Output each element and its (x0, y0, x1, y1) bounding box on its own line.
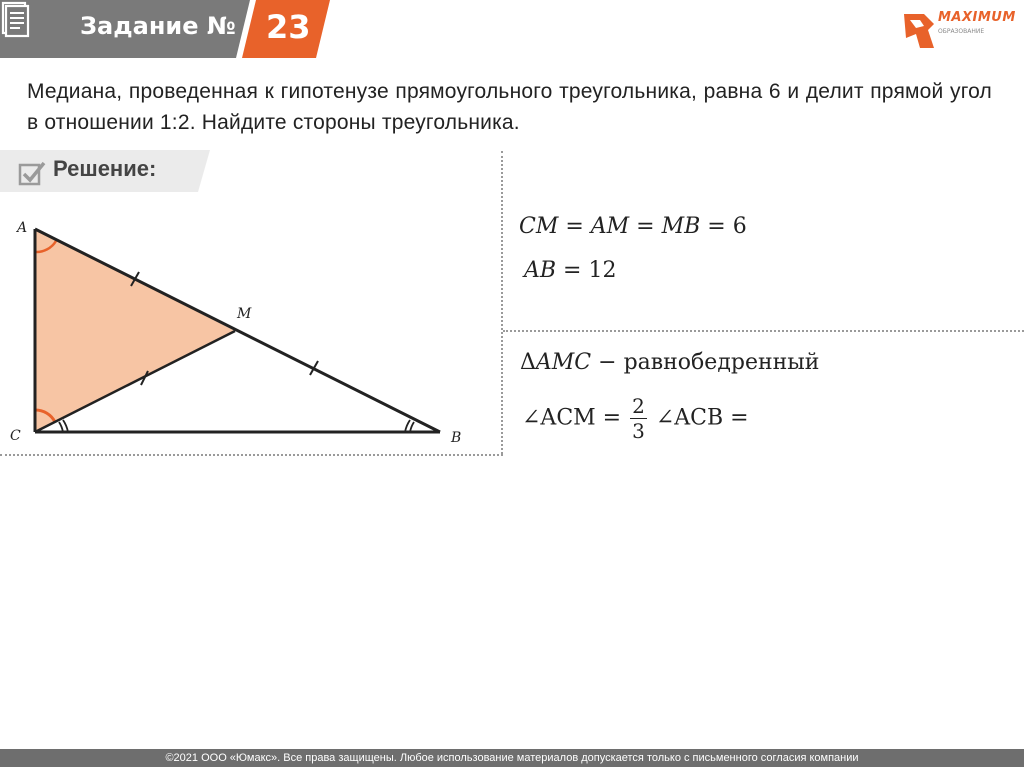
figure-bottom-divider (0, 454, 503, 456)
checkbox-icon (18, 160, 46, 186)
fraction-numerator: 2 (632, 394, 645, 418)
math-divider (503, 330, 1024, 332)
angle-acb-label: ∠ACB = (655, 405, 749, 431)
equation-angle-ratio (522, 394, 749, 443)
isosceles-word: равнобедренный (623, 350, 820, 375)
solution-label: Решение: (53, 156, 157, 181)
triangle-figure (0, 200, 500, 450)
problem-statement: Медиана, проведенная к гипотенузе прямоугольного треугольника, равна 6 и делит прямой угол в отношении 1:2. Найдите стороны треугольника. (27, 80, 992, 134)
isosceles-prefix: Δ𝐴𝑀𝐶 − (520, 350, 617, 375)
fraction-denominator: 3 (632, 419, 645, 443)
vertex-c-label: C (10, 428, 21, 444)
document-icon (0, 0, 30, 38)
vertex-b-label: B (451, 430, 462, 446)
angle-mcb-arc-2 (63, 420, 68, 432)
fraction-two-thirds (630, 394, 647, 443)
equation-ab: 𝐴𝐵 = 12 (524, 258, 617, 283)
task-header (0, 0, 330, 60)
vertical-divider (501, 151, 503, 454)
vertex-a-label: A (17, 220, 28, 236)
equation-isosceles (520, 350, 819, 375)
equation-equal-segments: 𝐶𝑀 = 𝐴𝑀 = 𝑀𝐵 = 6 (519, 214, 747, 239)
copyright-footer: ©2021 ООО «Юмакс». Все права защищены. Любое использование материалов допускается только с письменного согласия компании (0, 749, 1024, 767)
logo-subtitle: ОБРАЗОВАНИЕ (938, 28, 985, 35)
angle-b-arc-1 (405, 420, 410, 432)
task-number: 23 (266, 8, 311, 46)
triangle-amc-fill (35, 229, 235, 432)
angle-acm-label: ∠ACM = (522, 405, 622, 431)
logo-wordmark: MAXIMUM (938, 10, 1016, 25)
vertex-m-label: M (237, 306, 252, 322)
task-title: Задание № (80, 12, 236, 40)
